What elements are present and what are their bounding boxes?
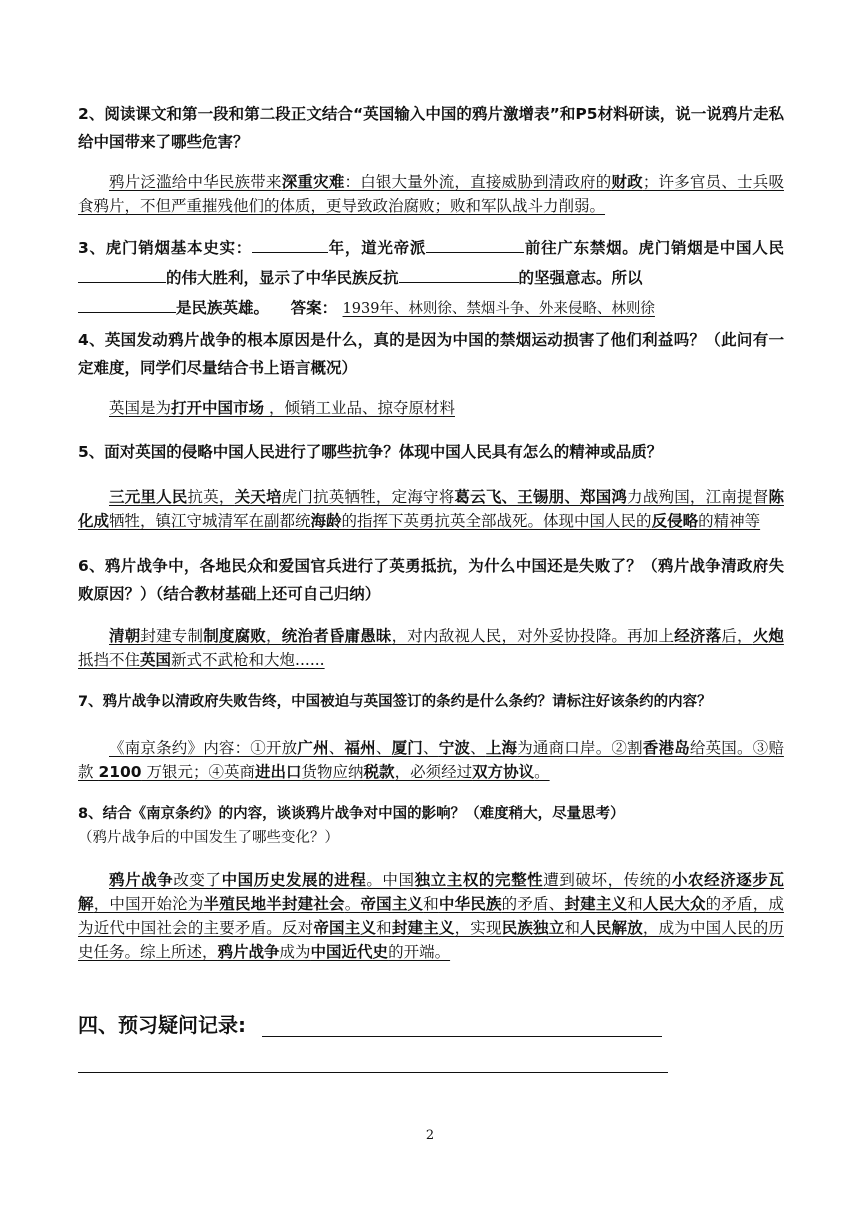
- blank-resist[interactable]: [399, 262, 519, 283]
- question-5: 5、面对英国的侵略中国人民进行了哪些抗争？体现中国人民具有怎么的精神或品质？: [78, 443, 663, 461]
- answer-8: 鸦片战争改变了中国历史发展的进程。中国独立主权的完整性遭到破坏，传统的小农经济逐步瓦解，中国开始沦为半殖民地半封建社会。帝国主义和中华民族的矛盾、封建主义和人民大众的矛盾，成为近代中国社会的主要矛盾。反对帝国主义和封建主义，实现民族独立和人民解放，成为中国人民的历史任务。综上所述，鸦片战争成为中国近代史的开端。: [78, 871, 784, 961]
- answer-7: 《南京条约》内容：①开放广州、福州、厦门、宁波、上海为通商口岸。②割香港岛给英国。③赔款 2100 万银元；④英商进出口货物应纳税款，必须经过双方协议。: [78, 739, 784, 781]
- blank-struggle[interactable]: [78, 262, 166, 283]
- blank-official[interactable]: [426, 232, 524, 253]
- answer-4: 英国是为打开中国市场 ，倾销工业品、掠夺原材料: [109, 399, 455, 417]
- question-4: 4、英国发动鸦片战争的根本原因是什么，真的是因为中国的禁烟运动损害了他们利益吗？（此问有一定难度，同学们尽量结合书上语言概况）: [78, 331, 784, 377]
- notes-line-2[interactable]: [78, 1072, 668, 1073]
- answer-3: 1939年、林则徐、禁烟斗争、外来侵略、林则徐: [342, 301, 655, 317]
- blank-year[interactable]: [252, 232, 328, 253]
- notes-line-1[interactable]: [262, 1036, 662, 1037]
- answer-6: 清朝封建专制制度腐败，统治者昏庸愚昧，对内敌视人民，对外妥协投降。再加上经济落后，火炮抵挡不住英国新式不武枪和大炮......: [78, 627, 784, 669]
- question-7: 7、鸦片战争以清政府失败告终，中国被迫与英国签订的条约是什么条约？请标注好该条约的内容？: [78, 694, 712, 710]
- section-4-heading: 四、预习疑问记录:: [78, 1013, 246, 1037]
- answer-5: 三元里人民抗英，关天培虎门抗英牺牲，定海守将葛云飞、王锡朋、郑国鸿力战殉国，江南提督陈化成牺牲，镇江守城清军在副都统海龄的指挥下英勇抗英全部战死。体现中国人民的反侵略的精神等: [78, 488, 784, 530]
- question-6: 6、鸦片战争中，各地民众和爱国官兵进行了英勇抵抗，为什么中国还是失败了？（鸦片战争清政府失败原因？）（结合教材基础上还可自己归纳）: [78, 557, 784, 603]
- answer-2: 鸦片泛滥给中华民族带来深重灾难：白银大量外流，直接威胁到清政府的财政；许多官员、士兵吸食鸦片，不但严重摧残他们的体质，更导致政治腐败；败和军队战斗力削弱。: [78, 173, 784, 215]
- question-8: 8、结合《南京条约》的内容，谈谈鸦片战争对中国的影响？（难度稍大，尽量思考） （鸦片战争后的中国发生了哪些变化？）: [78, 806, 625, 846]
- question-2: 2、阅读课文和第一段和第二段正文结合“英国输入中国的鸦片激增表”和P5材料研读，说一说鸦片走私给中国带来了哪些危害？: [78, 105, 784, 151]
- page-number: 2: [425, 1128, 435, 1143]
- blank-hero[interactable]: [78, 292, 176, 313]
- question-3: 3、虎门销烟基本史实： 年，道光帝派 前往广东禁烟。虎门销烟是中国人民的伟大胜利，显示了中华民族反抗 的坚强意志。所以 是民族英雄。 答案： 1939年、林则徐、禁烟斗争、外来侵略、林则徐: [78, 232, 784, 323]
